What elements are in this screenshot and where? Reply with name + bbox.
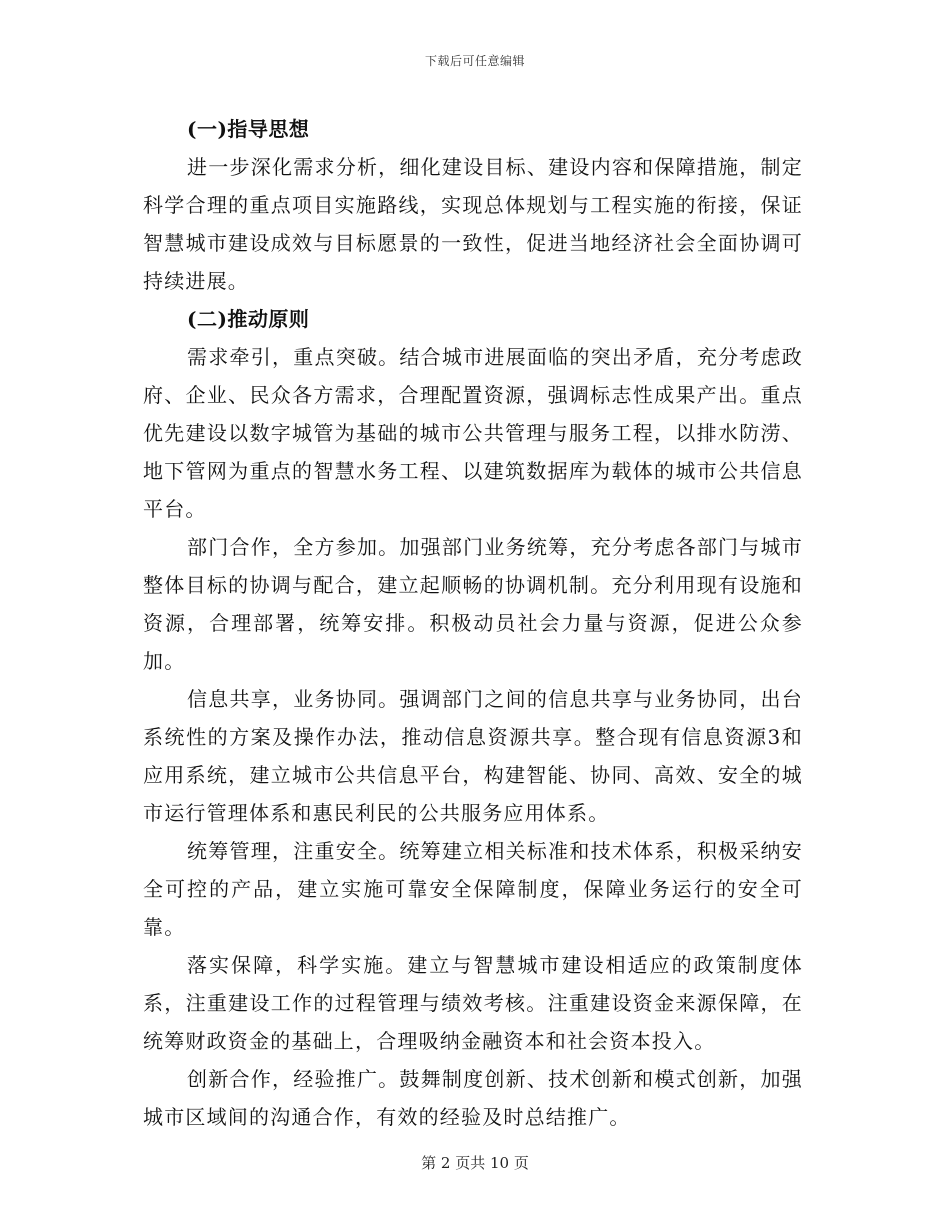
paragraph-department-cooperation: 部门合作，全方参加。加强部门业务统筹，充分考虑各部门与城市整体目标的协调与配合，建立起顺畅的协调机制。充分利用现有设施和资源，合理部署，统筹安排。积极动员社会力量与资源，促进公众参加。 <box>143 535 803 673</box>
paragraph-overall-management: 统筹管理，注重安全。统筹建立相关标准和技术体系，积极采纳安全可控的产品，建立实施可靠安全保障制度，保障业务运行的安全可靠。 <box>143 839 803 939</box>
paragraph-implementation-guarantee: 落实保障，科学实施。建立与智慧城市建设相适应的政策制度体系，注重建设工作的过程管理与绩效考核。注重建设资金来源保障，在统筹财政资金的基础上，合理吸纳金融资本和社会资本投入。 <box>143 953 803 1053</box>
section-heading-principles: (二)推动原则 <box>187 307 310 331</box>
paragraph-guiding-ideology: 进一步深化需求分析，细化建设目标、建设内容和保障措施，制定科学合理的重点项目实施路线，实现总体规划与工程实施的衔接，保证智慧城市建设成效与目标愿景的一致性，促进当地经济社会全面协调可持续进展。 <box>143 155 803 293</box>
header-note: 下载后可任意编辑 <box>424 54 525 68</box>
paragraph-demand-driven: 需求牵引，重点突破。结合城市进展面临的突出矛盾，充分考虑政府、企业、民众各方需求，合理配置资源，强调标志性成果产出。重点优先建设以数字城管为基础的城市公共管理与服务工程，以排水防涝、地下管网为重点的智慧水务工程、以建筑数据库为载体的城市公共信息平台。 <box>143 345 803 521</box>
section-heading-guiding-ideology: (一)指导思想 <box>187 117 310 141</box>
paragraph-innovation-cooperation: 创新合作，经验推广。鼓舞制度创新、技术创新和模式创新，加强城市区域间的沟通合作，有效的经验及时总结推广。 <box>143 1067 803 1129</box>
paragraph-information-sharing: 信息共享，业务协同。强调部门之间的信息共享与业务协同，出台系统性的方案及操作办法，推动信息资源共享。整合现有信息资源3和应用系统，建立城市公共信息平台，构建智能、协同、高效、安全的城市运行管理体系和惠民利民的公共服务应用体系。 <box>143 687 803 825</box>
document-body <box>143 110 803 1136</box>
page-number-footer: 第 2 页共 10 页 <box>421 1154 529 1172</box>
